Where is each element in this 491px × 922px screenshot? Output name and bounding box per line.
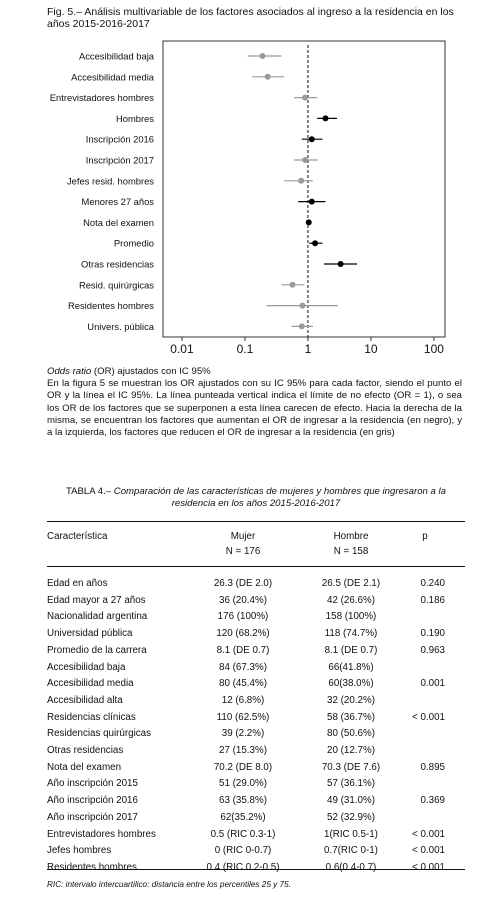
cell-characteristic: Año inscripción 2016 xyxy=(47,795,138,807)
cell-characteristic: Accesibilidad baja xyxy=(47,661,126,673)
table-row xyxy=(47,776,465,792)
row-label: Menores 27 años xyxy=(81,196,154,208)
header-men-n: N = 158 xyxy=(333,546,369,557)
row-label: Otras residencias xyxy=(81,258,154,270)
row-label: Jefes resid. hombres xyxy=(66,175,154,187)
cell-women: 120 (68.2%) xyxy=(216,628,270,640)
cell-characteristic: Nacionalidad argentina xyxy=(47,611,148,623)
cell-characteristic: Edad en años xyxy=(47,578,108,589)
table-footnote: RIC: intervalo intercuartilico: distancia entre los percentiles 25 y 75. xyxy=(47,880,291,889)
cell-men: 0.7(RIC 0-1) xyxy=(324,845,378,857)
note-title-rest: (OR) ajustados con IC 95% xyxy=(91,366,211,377)
cell-men: 118 (74.7%) xyxy=(324,628,378,640)
table-header-rule xyxy=(47,566,465,567)
cell-women: 80 (45.4%) xyxy=(219,678,267,690)
or-point xyxy=(309,136,315,142)
row-label: Accesibilidad baja xyxy=(78,50,154,62)
row-label: Inscripción 2017 xyxy=(85,154,154,166)
row-label: Resid. quirúrgicas xyxy=(78,279,154,291)
header-characteristic: Característica xyxy=(47,531,108,542)
row-label: Residentes hombres xyxy=(68,300,154,312)
cell-characteristic: Año inscripción 2015 xyxy=(47,778,138,790)
cell-men: 70.3 (DE 7.6) xyxy=(321,761,381,773)
cell-men: 158 (100%) xyxy=(325,611,377,623)
table-row xyxy=(47,626,465,642)
table-row xyxy=(47,660,465,676)
table-row xyxy=(47,827,465,843)
figure-caption: Fig. 5.– Análisis multivariable de los factores asociados al ingreso a la residencia en los años 2015-2016-2017 xyxy=(47,6,454,30)
cell-characteristic: Residencias clínicas xyxy=(47,711,136,723)
cell-characteristic: Otras residencias xyxy=(47,745,124,756)
cell-women: 0 (RIC 0-0.7) xyxy=(214,845,272,857)
cell-characteristic: Residentes hombres xyxy=(47,861,137,873)
table-row xyxy=(47,643,465,659)
row-label: Entrevistadores hombres xyxy=(49,92,154,104)
cell-p: 0.001 xyxy=(420,678,445,690)
cell-p: < 0.001 xyxy=(412,845,445,857)
row-label: Hombres xyxy=(115,112,154,124)
x-tick-label: 1 xyxy=(304,342,312,356)
header-women-n: N = 176 xyxy=(225,546,261,557)
header-men: Hombre xyxy=(333,531,369,542)
note-title xyxy=(47,366,462,378)
cell-characteristic: Residencias quirúrgicas xyxy=(47,728,152,740)
or-point xyxy=(312,240,318,246)
table-row xyxy=(47,726,465,742)
or-point xyxy=(265,74,271,80)
or-point xyxy=(338,261,344,267)
figure-note xyxy=(47,366,462,439)
note-title-italic: Odds ratio xyxy=(47,366,92,377)
cell-men: 52 (32.9%) xyxy=(327,811,375,823)
cell-p: < 0.001 xyxy=(412,828,445,840)
row-label: Inscripción 2016 xyxy=(85,133,154,145)
cell-women: 39 (2.2%) xyxy=(221,728,265,740)
cell-men: 1(RIC 0.5-1) xyxy=(324,828,378,840)
cell-men: 42 (26.6%) xyxy=(327,594,375,606)
cell-women: 176 (100%) xyxy=(217,611,269,623)
x-tick-label: 0.1 xyxy=(236,342,254,356)
cell-men: 26.5 (DE 2.1) xyxy=(321,578,381,589)
cell-characteristic: Entrevistadores hombres xyxy=(47,828,156,840)
x-tick-label: 100 xyxy=(423,342,444,356)
table-row xyxy=(47,810,465,826)
table-caption xyxy=(47,486,465,510)
x-tick-label: 0.01 xyxy=(170,342,194,356)
or-point xyxy=(302,95,308,101)
cell-p: 0.963 xyxy=(420,644,445,656)
table-row xyxy=(47,576,465,592)
cell-women: 0.5 (RIC 0.3-1) xyxy=(210,828,276,840)
cell-women: 26.3 (DE 2.0) xyxy=(213,578,273,589)
or-point xyxy=(306,219,312,225)
cell-women: 62(35.2%) xyxy=(220,811,266,823)
cell-women: 12 (6.8%) xyxy=(221,694,265,706)
table-row xyxy=(47,593,465,609)
row-label: Nota del examen xyxy=(83,216,154,228)
row-label: Promedio xyxy=(113,237,154,249)
table-row xyxy=(47,860,465,876)
cell-characteristic: Universidad pública xyxy=(47,628,133,640)
cell-women: 51 (29.0%) xyxy=(219,778,267,790)
cell-women: 110 (62.5%) xyxy=(216,711,270,723)
cell-p: 0.190 xyxy=(420,628,445,640)
or-point xyxy=(309,199,315,205)
table-row xyxy=(47,843,465,859)
cell-men: 58 (36.7%) xyxy=(327,711,375,723)
or-point xyxy=(290,282,296,288)
cell-women: 70.2 (DE 8.0) xyxy=(213,761,273,773)
cell-men: 32 (20.2%) xyxy=(327,694,375,706)
cell-men: 20 (12.7%) xyxy=(327,745,375,756)
cell-characteristic: Accesibilidad alta xyxy=(47,694,123,706)
or-point xyxy=(322,115,328,121)
cell-women: 0.4 (RIC 0.2-0.5) xyxy=(206,861,280,873)
table-bottom-rule xyxy=(47,869,465,870)
note-body: En la figura 5 se muestran los OR ajustados con su IC 95% para cada factor, siendo el punto el OR y la línea el IC 95%. La línea punteada vertical indica el límite de no efecto (OR = 1), o sea los OR de los factores que se superponen a esta línea carecen de efecto. Hacia la derecha de la misma, se encuentran los factores que aumentan el OR de ingresar a la residencia (en negro), y a la izquierda, los factores que reducen el OR de ingresar a la residencia (en gris) xyxy=(47,378,462,439)
or-point xyxy=(300,303,306,309)
cell-women: 27 (15.3%) xyxy=(219,745,267,756)
table-caption-prefix: TABLA 4.– xyxy=(65,486,114,497)
cell-men: 8.1 (DE 0.7) xyxy=(324,644,378,656)
cell-characteristic: Jefes hombres xyxy=(47,845,112,857)
or-point xyxy=(260,53,266,59)
cell-women: 36 (20.4%) xyxy=(219,594,267,606)
table-row xyxy=(47,676,465,692)
table-row xyxy=(47,793,465,809)
cell-men: 57 (36.1%) xyxy=(327,778,375,790)
or-point xyxy=(298,178,304,184)
cell-p: 0.186 xyxy=(420,594,445,606)
cell-women: 84 (67.3%) xyxy=(219,661,267,673)
table-row xyxy=(47,743,465,759)
cell-men: 0.6(0.4-0.7) xyxy=(325,861,377,873)
table-row xyxy=(47,609,465,625)
cell-women: 63 (35.8%) xyxy=(219,795,267,807)
or-point xyxy=(302,157,308,163)
cell-characteristic: Promedio de la carrera xyxy=(47,644,147,656)
cell-characteristic: Edad mayor a 27 años xyxy=(47,594,146,606)
cell-characteristic: Año inscripción 2017 xyxy=(47,811,138,823)
table-row xyxy=(47,760,465,776)
cell-men: 80 (50.6%) xyxy=(327,728,375,740)
x-tick-label: 10 xyxy=(364,342,378,356)
cell-p: 0.240 xyxy=(420,578,445,589)
cell-characteristic: Accesibilidad media xyxy=(47,678,134,690)
cell-women: 8.1 (DE 0.7) xyxy=(216,644,270,656)
forest-plot xyxy=(0,0,491,362)
table-row xyxy=(47,710,465,726)
or-point xyxy=(299,323,305,329)
row-label: Univers. pública xyxy=(87,320,154,332)
cell-p: 0.895 xyxy=(420,761,445,773)
cell-p: < 0.001 xyxy=(412,711,445,723)
header-p: p xyxy=(422,531,428,542)
table-top-rule xyxy=(47,521,465,522)
cell-p: < 0.001 xyxy=(412,861,445,873)
cell-p: 0.369 xyxy=(420,795,445,807)
row-label: Accesibilidad media xyxy=(71,71,154,83)
cell-men: 60(38.0%) xyxy=(328,678,374,690)
cell-men: 66(41.8%) xyxy=(328,661,374,673)
table-row xyxy=(47,693,465,709)
plot-frame xyxy=(163,41,445,337)
table-caption-text: Comparación de las características de mujeres y hombres que ingresaron a la residencia en los años 2015-2016-2017 xyxy=(113,486,447,509)
cell-men: 49 (31.0%) xyxy=(327,795,375,807)
cell-characteristic: Nota del examen xyxy=(47,761,122,773)
header-women: Mujer xyxy=(230,531,256,542)
